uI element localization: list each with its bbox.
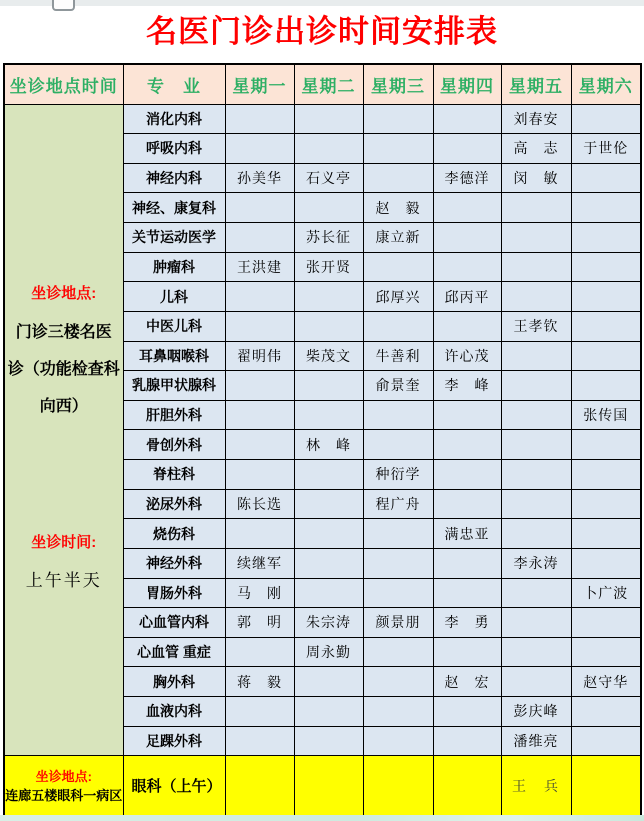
schedule-cell: 牛善利	[363, 341, 433, 371]
schedule-cell	[363, 252, 433, 282]
schedule-cell: 朱宗涛	[294, 608, 363, 638]
schedule-cell	[433, 726, 501, 756]
schedule-cell	[571, 223, 641, 253]
eye-location-cell	[4, 756, 123, 816]
specialty-cell: 眼科（上午）	[123, 756, 225, 816]
schedule-cell	[433, 548, 501, 578]
specialty-cell: 脊柱科	[123, 460, 225, 490]
schedule-cell	[571, 637, 641, 667]
location-panel	[4, 104, 123, 756]
schedule-cell	[363, 134, 433, 164]
column-header: 星期五	[501, 64, 571, 104]
schedule-cell	[433, 223, 501, 253]
schedule-cell	[363, 726, 433, 756]
schedule-cell: 于世伦	[571, 134, 641, 164]
schedule-cell: 种衍学	[363, 460, 433, 490]
schedule-cell	[363, 430, 433, 460]
schedule-cell: 林 峰	[294, 430, 363, 460]
schedule-cell: 翟明伟	[225, 341, 294, 371]
schedule-cell	[225, 460, 294, 490]
schedule-cell	[363, 519, 433, 549]
schedule-cell	[433, 252, 501, 282]
schedule-cell	[501, 223, 571, 253]
schedule-cell: 王洪建	[225, 252, 294, 282]
schedule-cell: 李德洋	[433, 163, 501, 193]
schedule-cell	[294, 548, 363, 578]
schedule-cell: 满忠亚	[433, 519, 501, 549]
schedule-cell: 马 刚	[225, 578, 294, 608]
specialty-cell: 心血管内科	[123, 608, 225, 638]
schedule-cell	[363, 104, 433, 134]
background-edge	[0, 815, 644, 821]
schedule-cell	[294, 371, 363, 401]
specialty-cell: 乳腺甲状腺科	[123, 371, 225, 401]
schedule-cell	[225, 637, 294, 667]
schedule-cell: 周永勤	[294, 637, 363, 667]
schedule-cell	[225, 311, 294, 341]
schedule-cell: 李永涛	[501, 548, 571, 578]
schedule-cell	[363, 400, 433, 430]
specialty-cell: 中医儿科	[123, 311, 225, 341]
schedule-cell	[501, 519, 571, 549]
schedule-cell: 高 志	[501, 134, 571, 164]
location-panel-text: 上午半天	[25, 570, 102, 590]
schedule-cell	[433, 489, 501, 519]
specialty-cell: 耳鼻咽喉科	[123, 341, 225, 371]
schedule-cell	[433, 697, 501, 727]
specialty-cell: 肿瘤科	[123, 252, 225, 282]
schedule-cell	[501, 430, 571, 460]
schedule-cell	[363, 163, 433, 193]
column-header: 星期四	[433, 64, 501, 104]
schedule-cell	[225, 223, 294, 253]
schedule-cell	[363, 667, 433, 697]
specialty-cell: 神经内科	[123, 163, 225, 193]
schedule-cell	[225, 756, 294, 816]
schedule-cell	[571, 104, 641, 134]
schedule-cell	[225, 697, 294, 727]
specialty-cell: 神经外科	[123, 548, 225, 578]
schedule-cell: 潘维亮	[501, 726, 571, 756]
schedule-cell	[433, 311, 501, 341]
schedule-cell: 石义亭	[294, 163, 363, 193]
schedule-cell	[294, 756, 363, 816]
schedule-cell	[501, 371, 571, 401]
schedule-cell	[501, 489, 571, 519]
location-panel-label: 坐诊地点:	[31, 284, 97, 302]
schedule-cell: 苏长征	[294, 223, 363, 253]
schedule-cell	[501, 252, 571, 282]
schedule-cell	[571, 726, 641, 756]
schedule-cell	[363, 311, 433, 341]
schedule-cell	[501, 282, 571, 312]
location-panel-text: 诊（功能检查科	[7, 360, 120, 378]
schedule-cell	[433, 104, 501, 134]
schedule-cell: 卜广波	[571, 578, 641, 608]
location-panel-label: 坐诊时间:	[31, 533, 97, 551]
schedule-cell	[433, 134, 501, 164]
schedule-cell: 王 兵	[501, 756, 571, 816]
schedule-cell: 张开贤	[294, 252, 363, 282]
specialty-cell: 神经、康复科	[123, 193, 225, 223]
schedule-cell: 赵 宏	[433, 667, 501, 697]
schedule-cell	[501, 578, 571, 608]
schedule-cell: 柴茂文	[294, 341, 363, 371]
schedule-cell	[571, 371, 641, 401]
schedule-cell: 许心茂	[433, 341, 501, 371]
schedule-cell: 程广舟	[363, 489, 433, 519]
schedule-cell	[225, 282, 294, 312]
schedule-cell: 李 勇	[433, 608, 501, 638]
schedule-cell	[501, 193, 571, 223]
schedule-cell	[225, 371, 294, 401]
schedule-cell: 郭 明	[225, 608, 294, 638]
schedule-cell	[571, 548, 641, 578]
schedule-cell	[294, 460, 363, 490]
column-header: 坐诊地点时间	[4, 64, 123, 104]
specialty-cell: 足踝外科	[123, 726, 225, 756]
specialty-cell: 肝胆外科	[123, 400, 225, 430]
schedule-cell	[294, 400, 363, 430]
schedule-cell	[571, 489, 641, 519]
schedule-cell	[571, 608, 641, 638]
eye-location-text: 连廊五楼眼科一病区	[5, 787, 123, 803]
schedule-cell	[225, 519, 294, 549]
schedule-cell: 俞景奎	[363, 371, 433, 401]
specialty-cell: 血液内科	[123, 697, 225, 727]
schedule-cell	[363, 637, 433, 667]
specialty-cell: 呼吸内科	[123, 134, 225, 164]
schedule-cell	[571, 341, 641, 371]
column-header: 星期三	[363, 64, 433, 104]
schedule-cell	[363, 697, 433, 727]
schedule-cell	[571, 193, 641, 223]
schedule-cell: 邱丙平	[433, 282, 501, 312]
schedule-cell	[501, 608, 571, 638]
schedule-cell	[571, 163, 641, 193]
schedule-cell	[501, 341, 571, 371]
schedule-cell	[294, 519, 363, 549]
schedule-cell	[225, 104, 294, 134]
schedule-cell	[294, 104, 363, 134]
eye-clinic-row	[4, 756, 641, 816]
schedule-cell	[433, 460, 501, 490]
schedule-cell	[294, 134, 363, 164]
schedule-cell	[501, 637, 571, 667]
schedule-cell	[433, 637, 501, 667]
schedule-cell	[433, 756, 501, 816]
column-header: 星期二	[294, 64, 363, 104]
specialty-cell: 关节运动医学	[123, 223, 225, 253]
eye-location-label: 坐诊地点:	[35, 768, 92, 784]
schedule-cell: 赵守华	[571, 667, 641, 697]
location-panel-text: 向西）	[39, 397, 88, 415]
column-header: 专 业	[123, 64, 225, 104]
schedule-cell: 孙美华	[225, 163, 294, 193]
specialty-cell: 儿科	[123, 282, 225, 312]
schedule-cell: 李 峰	[433, 371, 501, 401]
schedule-cell	[501, 400, 571, 430]
schedule-cell: 张传国	[571, 400, 641, 430]
specialty-cell: 烧伤科	[123, 519, 225, 549]
schedule-cell	[294, 726, 363, 756]
schedule-cell	[225, 400, 294, 430]
schedule-cell: 赵 毅	[363, 193, 433, 223]
schedule-cell	[433, 430, 501, 460]
schedule-cell	[571, 282, 641, 312]
specialty-cell: 心血管 重症	[123, 637, 225, 667]
schedule-cell	[571, 697, 641, 727]
specialty-cell: 胃肠外科	[123, 578, 225, 608]
schedule-cell	[571, 430, 641, 460]
schedule-cell: 颜景朋	[363, 608, 433, 638]
schedule-cell	[501, 460, 571, 490]
schedule-cell: 陈长选	[225, 489, 294, 519]
specialty-cell: 骨创外科	[123, 430, 225, 460]
schedule-cell: 邱厚兴	[363, 282, 433, 312]
schedule-cell	[433, 193, 501, 223]
page-title: 名医门诊出诊时间安排表	[146, 14, 498, 49]
schedule-cell	[225, 193, 294, 223]
column-header: 星期一	[225, 64, 294, 104]
schedule-cell	[294, 193, 363, 223]
schedule-cell	[501, 667, 571, 697]
schedule-cell	[571, 311, 641, 341]
schedule-cell	[363, 548, 433, 578]
specialty-cell: 泌尿外科	[123, 489, 225, 519]
schedule-cell	[225, 430, 294, 460]
schedule-cell	[363, 756, 433, 816]
specialty-cell: 胸外科	[123, 667, 225, 697]
location-panel-text: 门诊三楼名医	[15, 323, 112, 341]
schedule-cell	[294, 697, 363, 727]
schedule-cell: 蒋 毅	[225, 667, 294, 697]
table-row	[4, 104, 641, 134]
column-header: 星期六	[571, 64, 641, 104]
schedule-body	[4, 104, 641, 816]
schedule-cell	[363, 578, 433, 608]
schedule-cell	[571, 756, 641, 816]
schedule-cell	[294, 667, 363, 697]
specialty-cell: 消化内科	[123, 104, 225, 134]
schedule-cell: 王孝钦	[501, 311, 571, 341]
header-row	[4, 64, 641, 104]
schedule-cell	[571, 252, 641, 282]
schedule-table	[3, 63, 642, 817]
schedule-cell: 康立新	[363, 223, 433, 253]
schedule-cell	[294, 578, 363, 608]
schedule-cell	[571, 519, 641, 549]
schedule-cell: 刘春安	[501, 104, 571, 134]
schedule-cell	[433, 400, 501, 430]
schedule-cell: 闵 敏	[501, 163, 571, 193]
schedule-cell	[294, 311, 363, 341]
schedule-cell	[571, 460, 641, 490]
schedule-cell: 彭庆峰	[501, 697, 571, 727]
schedule-cell: 续继军	[225, 548, 294, 578]
schedule-cell	[225, 726, 294, 756]
schedule-cell	[294, 489, 363, 519]
schedule-cell	[294, 282, 363, 312]
schedule-cell	[225, 134, 294, 164]
schedule-cell	[433, 578, 501, 608]
